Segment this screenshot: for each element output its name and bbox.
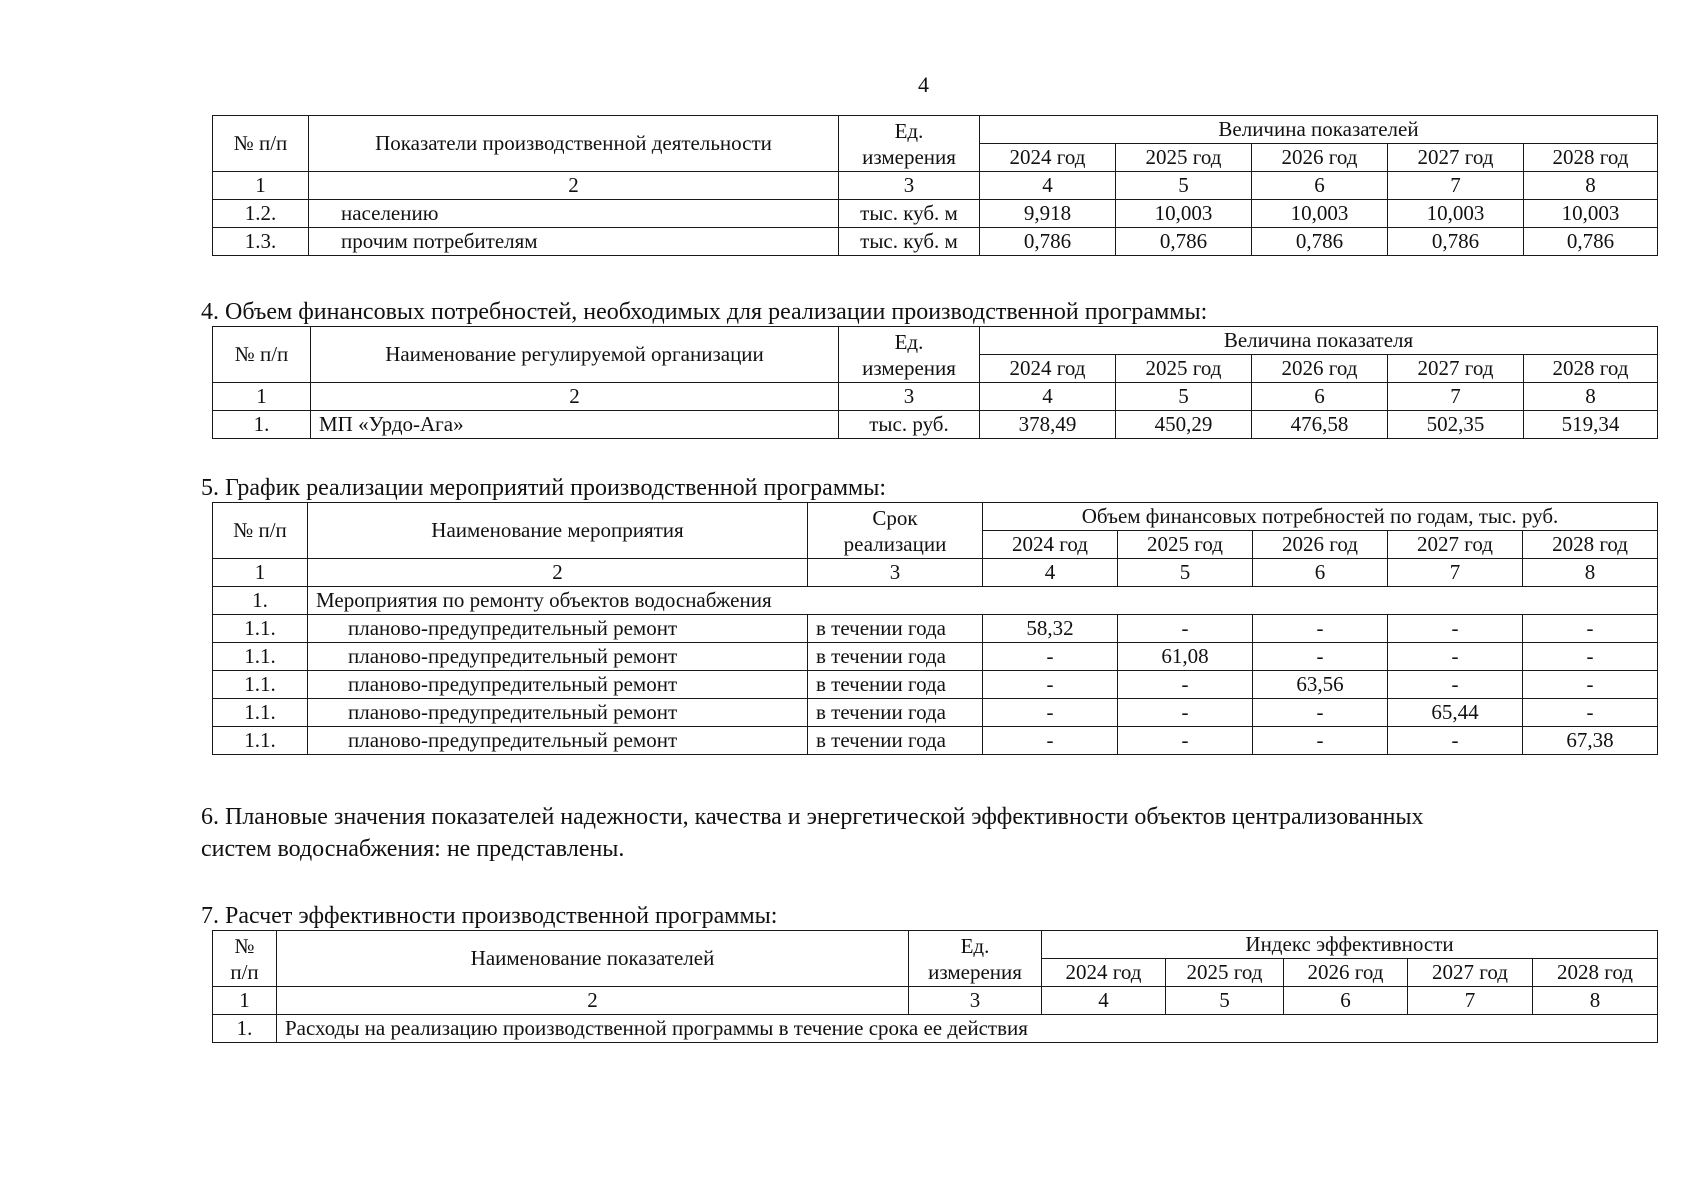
table-row <box>213 727 1658 755</box>
row-value: 9,918 <box>980 200 1116 228</box>
header-year: 2027 год <box>1408 959 1533 987</box>
column-number: 5 <box>1116 172 1252 200</box>
header-year: 2027 год <box>1388 144 1524 172</box>
financial-needs-table <box>212 326 1658 439</box>
column-number: 4 <box>980 383 1116 411</box>
row-term: в течении года <box>808 615 983 643</box>
row-value: 67,38 <box>1523 727 1658 755</box>
table-row <box>213 643 1658 671</box>
row-num: 1.2. <box>213 200 309 228</box>
column-number: 3 <box>839 383 980 411</box>
header-org-name: Наименование регулируемой организации <box>311 327 839 383</box>
row-value: - <box>1388 727 1523 755</box>
row-num: 1.1. <box>213 727 308 755</box>
row-value: 58,32 <box>983 615 1118 643</box>
row-value: 502,35 <box>1388 411 1524 439</box>
column-number: 2 <box>308 559 808 587</box>
column-number: 4 <box>980 172 1116 200</box>
row-value: 10,003 <box>1252 200 1388 228</box>
header-num: № п/п <box>213 327 311 383</box>
row-name: планово-предупредительный ремонт <box>308 727 808 755</box>
table-row <box>213 615 1658 643</box>
header-year: 2026 год <box>1284 959 1408 987</box>
row-value: 0,786 <box>1388 228 1524 256</box>
header-year: 2024 год <box>1042 959 1166 987</box>
column-number: 2 <box>309 172 839 200</box>
row-term: в течении года <box>808 699 983 727</box>
row-value: - <box>1388 671 1523 699</box>
header-year: 2025 год <box>1118 531 1253 559</box>
row-name: Расходы на реализацию производственной программы в течение срока ее действия <box>277 1015 1658 1043</box>
table-row <box>213 200 1658 228</box>
column-number: 8 <box>1523 559 1658 587</box>
row-value: - <box>983 727 1118 755</box>
header-year: 2025 год <box>1166 959 1284 987</box>
header-year: 2028 год <box>1523 531 1658 559</box>
row-value: - <box>1388 615 1523 643</box>
column-number: 1 <box>213 383 311 411</box>
row-value: 476,58 <box>1252 411 1388 439</box>
column-numbers-row <box>213 172 1658 200</box>
row-value: - <box>1253 643 1388 671</box>
row-num: 1.1. <box>213 671 308 699</box>
header-year: 2028 год <box>1533 959 1658 987</box>
table-row <box>213 411 1658 439</box>
section-6-line-2: систем водоснабжения: не представлены. <box>201 836 625 862</box>
row-value: 10,003 <box>1116 200 1252 228</box>
row-value: 0,786 <box>1116 228 1252 256</box>
row-name: планово-предупредительный ремонт <box>308 615 808 643</box>
header-group: Величина показателей <box>980 116 1658 144</box>
header-year: 2026 год <box>1253 531 1388 559</box>
table-row <box>213 671 1658 699</box>
column-number: 6 <box>1253 559 1388 587</box>
page-number: 4 <box>918 72 929 97</box>
column-number: 1 <box>213 987 277 1015</box>
column-number: 3 <box>909 987 1042 1015</box>
header-event-name: Наименование мероприятия <box>308 503 808 559</box>
column-number: 5 <box>1118 559 1253 587</box>
row-value: - <box>1523 643 1658 671</box>
header-year: 2028 год <box>1524 355 1658 383</box>
column-number: 8 <box>1524 172 1658 200</box>
row-name: Мероприятия по ремонту объектов водоснабжения <box>308 587 1658 615</box>
row-value: - <box>1388 643 1523 671</box>
row-value: 0,786 <box>980 228 1116 256</box>
row-value: - <box>983 643 1118 671</box>
production-indicators-table <box>212 115 1658 256</box>
row-unit: тыс. руб. <box>839 411 980 439</box>
column-number: 6 <box>1284 987 1408 1015</box>
group-row <box>213 1015 1658 1043</box>
header-year: 2027 год <box>1388 355 1524 383</box>
header-term: Срок реализации <box>808 503 983 559</box>
row-value: - <box>1253 727 1388 755</box>
row-value: 10,003 <box>1388 200 1524 228</box>
column-numbers-row <box>213 383 1658 411</box>
column-number: 5 <box>1116 383 1252 411</box>
column-number: 4 <box>1042 987 1166 1015</box>
row-value: - <box>1118 727 1253 755</box>
column-numbers-row <box>213 987 1658 1015</box>
column-number: 6 <box>1252 383 1388 411</box>
row-name: планово-предупредительный ремонт <box>308 699 808 727</box>
column-number: 5 <box>1166 987 1284 1015</box>
header-year: 2024 год <box>980 144 1116 172</box>
row-name: населению <box>309 200 839 228</box>
row-num: 1.1. <box>213 643 308 671</box>
row-value: 519,34 <box>1524 411 1658 439</box>
row-value: 61,08 <box>1118 643 1253 671</box>
row-value: - <box>1253 699 1388 727</box>
row-num: 1. <box>213 411 311 439</box>
header-year: 2025 год <box>1116 355 1252 383</box>
row-name: прочим потребителям <box>309 228 839 256</box>
row-value: - <box>983 699 1118 727</box>
column-number: 6 <box>1252 172 1388 200</box>
row-num: 1.3. <box>213 228 309 256</box>
header-year: 2027 год <box>1388 531 1523 559</box>
header-unit: Ед. измерения <box>839 327 980 383</box>
column-number: 8 <box>1524 383 1658 411</box>
header-group: Величина показателя <box>980 327 1658 355</box>
row-num: 1.1. <box>213 699 308 727</box>
row-term: в течении года <box>808 643 983 671</box>
efficiency-table <box>212 930 1658 1043</box>
row-name: МП «Урдо-Ага» <box>311 411 839 439</box>
header-unit: Ед. измерения <box>839 116 980 172</box>
column-numbers-row <box>213 559 1658 587</box>
column-number: 7 <box>1408 987 1533 1015</box>
header-num: № п/п <box>213 931 277 987</box>
section-5-heading: 5. График реализации мероприятий производственной программы: <box>201 475 886 501</box>
row-term: в течении года <box>808 727 983 755</box>
column-number: 1 <box>213 172 309 200</box>
section-6-heading <box>201 801 1424 865</box>
row-name: планово-предупредительный ремонт <box>308 671 808 699</box>
table-row <box>213 228 1658 256</box>
column-number: 7 <box>1388 172 1524 200</box>
row-unit: тыс. куб. м <box>839 228 980 256</box>
header-year: 2026 год <box>1252 144 1388 172</box>
row-value: 378,49 <box>980 411 1116 439</box>
row-value: - <box>1118 615 1253 643</box>
row-value: 65,44 <box>1388 699 1523 727</box>
column-number: 7 <box>1388 559 1523 587</box>
row-num: 1.1. <box>213 615 308 643</box>
row-num: 1. <box>213 1015 277 1043</box>
header-year: 2024 год <box>983 531 1118 559</box>
row-value: - <box>1523 699 1658 727</box>
column-number: 3 <box>808 559 983 587</box>
column-number: 1 <box>213 559 308 587</box>
row-value: - <box>1523 615 1658 643</box>
header-group: Объем финансовых потребностей по годам, тыс. руб. <box>983 503 1658 531</box>
row-value: 0,786 <box>1252 228 1388 256</box>
header-unit: Ед. измерения <box>909 931 1042 987</box>
row-value: - <box>1118 671 1253 699</box>
column-number: 2 <box>311 383 839 411</box>
row-term: в течении года <box>808 671 983 699</box>
column-number: 3 <box>839 172 980 200</box>
row-value: 450,29 <box>1116 411 1252 439</box>
column-number: 7 <box>1388 383 1524 411</box>
header-year: 2025 год <box>1116 144 1252 172</box>
row-value: - <box>1253 615 1388 643</box>
schedule-table <box>212 502 1658 755</box>
header-year: 2026 год <box>1252 355 1388 383</box>
row-value: - <box>1523 671 1658 699</box>
header-year: 2024 год <box>980 355 1116 383</box>
header-num: № п/п <box>213 503 308 559</box>
row-unit: тыс. куб. м <box>839 200 980 228</box>
column-number: 4 <box>983 559 1118 587</box>
header-group: Индекс эффективности <box>1042 931 1658 959</box>
row-name: планово-предупредительный ремонт <box>308 643 808 671</box>
column-number: 2 <box>277 987 909 1015</box>
row-value: 10,003 <box>1524 200 1658 228</box>
section-6-line-1: 6. Плановые значения показателей надежности, качества и энергетической эффективности объектов централизованных <box>201 804 1424 830</box>
section-4-heading: 4. Объем финансовых потребностей, необходимых для реализации производственной программы: <box>201 299 1208 325</box>
header-indicator-name: Наименование показателей <box>277 931 909 987</box>
row-value: 63,56 <box>1253 671 1388 699</box>
row-value: - <box>1118 699 1253 727</box>
group-row <box>213 587 1658 615</box>
header-num: № п/п <box>213 116 309 172</box>
section-7-heading: 7. Расчет эффективности производственной программы: <box>201 903 778 929</box>
header-indicator-name: Показатели производственной деятельности <box>309 116 839 172</box>
row-value: - <box>983 671 1118 699</box>
column-number: 8 <box>1533 987 1658 1015</box>
row-value: 0,786 <box>1524 228 1658 256</box>
table-row <box>213 699 1658 727</box>
header-year: 2028 год <box>1524 144 1658 172</box>
row-num: 1. <box>213 587 308 615</box>
